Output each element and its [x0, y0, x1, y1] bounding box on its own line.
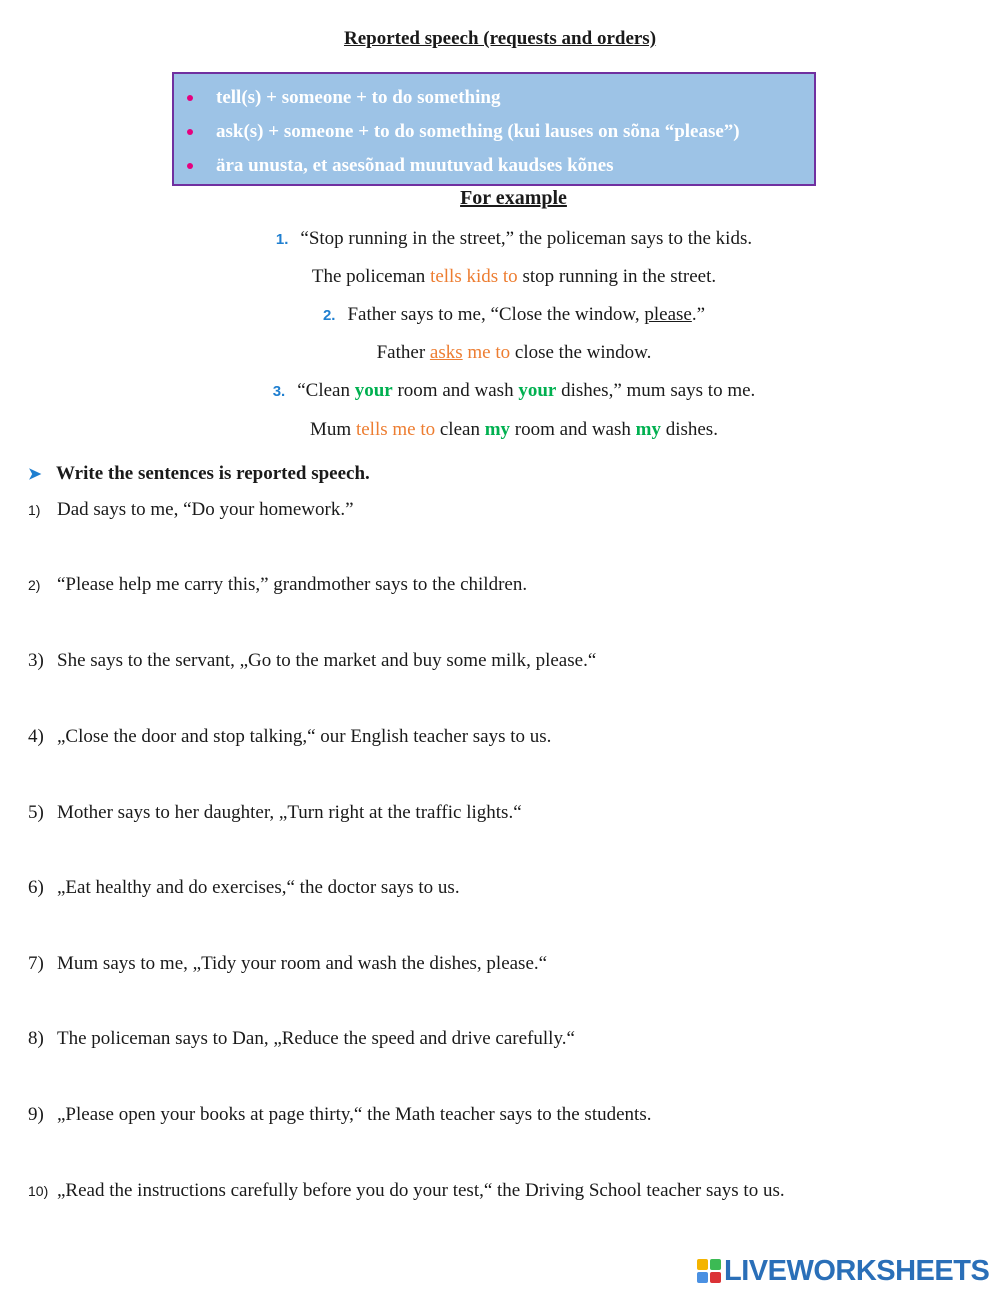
- rule-text: ask(s) + someone + to do something (kui lauses on sõna “please”): [216, 121, 740, 142]
- worksheet-title: Reported speech (requests and orders): [343, 28, 657, 49]
- bullet-icon: [187, 163, 193, 169]
- question-item: [28, 650, 596, 672]
- example-number: 2.: [322, 307, 336, 324]
- rule-text: ära unusta, et asesõnad muutuvad kaudses kõnes: [216, 155, 614, 176]
- question-text: Mum says to me, „Tidy your room and wash the dishes, please.“: [57, 953, 548, 974]
- example-3-reported: [0, 419, 1000, 441]
- text-part: Father: [376, 342, 430, 363]
- question-number: 8): [28, 1028, 44, 1049]
- text-part: room and wash: [510, 419, 636, 440]
- text-part: room and wash: [392, 380, 519, 401]
- example-number: 1.: [275, 231, 289, 248]
- highlight-orange: tells kids to: [430, 266, 518, 287]
- bullet-icon: [187, 129, 193, 135]
- question-text: „Read the instructions carefully before you do your test,“ the Driving School teacher says to us.: [57, 1180, 785, 1201]
- question-text: „Eat healthy and do exercises,“ the doctor says to us.: [57, 877, 460, 898]
- underlined-word: please: [644, 304, 692, 325]
- logo-blocks-icon: [697, 1259, 721, 1283]
- rules-box: [172, 72, 816, 186]
- task-heading: [28, 463, 370, 485]
- text-part: close the window.: [510, 342, 652, 363]
- example-3-direct: [0, 380, 1000, 402]
- question-item: [28, 1104, 651, 1126]
- example-1-direct: [0, 228, 1000, 250]
- question-item: [28, 574, 527, 596]
- text-part: .”: [691, 304, 706, 325]
- arrow-bullet-icon: ➤: [28, 466, 42, 483]
- question-text: Mother says to her daughter, „Turn right at the traffic lights.“: [57, 802, 522, 823]
- question-item: [28, 802, 522, 824]
- text-part: Father says to me, “Close the window,: [347, 304, 645, 325]
- question-number: 9): [28, 1104, 44, 1125]
- text-part: Mum: [310, 419, 356, 440]
- question-text: „Close the door and stop talking,“ our English teacher says to us.: [57, 726, 552, 747]
- text-part: dishes.: [660, 419, 718, 440]
- highlight-green: your: [518, 380, 557, 401]
- question-item: [28, 1180, 785, 1202]
- highlight-green: my: [635, 419, 661, 440]
- example-2-direct: [0, 304, 1000, 326]
- bullet-icon: [187, 95, 193, 101]
- question-number: 3): [28, 650, 44, 671]
- question-item: [28, 1028, 575, 1050]
- highlight-orange: me to: [462, 342, 511, 363]
- question-number: 1): [28, 502, 41, 518]
- question-number: 6): [28, 877, 44, 898]
- question-number: 4): [28, 726, 44, 747]
- example-1-reported: [0, 266, 1000, 288]
- highlight-green: my: [484, 419, 511, 440]
- question-text: The policeman says to Dan, „Reduce the speed and drive carefully.“: [57, 1028, 575, 1049]
- example-number: 3.: [272, 383, 286, 400]
- text-part: clean: [435, 419, 485, 440]
- question-number: 7): [28, 953, 44, 974]
- question-item: [28, 726, 551, 748]
- question-item: [28, 953, 547, 975]
- example-text: “Stop running in the street,” the policeman says to the kids.: [300, 228, 753, 249]
- question-number: 10): [28, 1183, 49, 1199]
- question-item: [28, 499, 354, 521]
- highlight-green: your: [354, 380, 393, 401]
- highlight-orange: tells me to: [355, 419, 436, 440]
- rule-text: tell(s) + someone + to do something: [216, 87, 501, 108]
- text-part: The policeman: [311, 266, 431, 287]
- question-text: She says to the servant, „Go to the market and buy some milk, please.“: [57, 650, 597, 671]
- example-2-reported: [0, 342, 1000, 364]
- question-text: „Please open your books at page thirty,“ the Math teacher says to the students.: [57, 1104, 652, 1125]
- highlight-orange: asks: [429, 342, 463, 363]
- question-item: [28, 877, 460, 899]
- logo-text: LIVEWORKSHEETS: [724, 1255, 990, 1287]
- question-text: “Please help me carry this,” grandmother says to the children.: [57, 574, 528, 595]
- question-text: Dad says to me, “Do your homework.”: [57, 499, 354, 520]
- text-part: stop running in the street.: [517, 266, 717, 287]
- question-number: 5): [28, 802, 44, 823]
- text-part: dishes,” mum says to me.: [556, 380, 756, 401]
- example-heading: For example: [460, 187, 567, 209]
- task-heading-text: Write the sentences is reported speech.: [56, 463, 370, 484]
- text-part: “Clean: [297, 380, 355, 401]
- question-number: 2): [28, 577, 41, 593]
